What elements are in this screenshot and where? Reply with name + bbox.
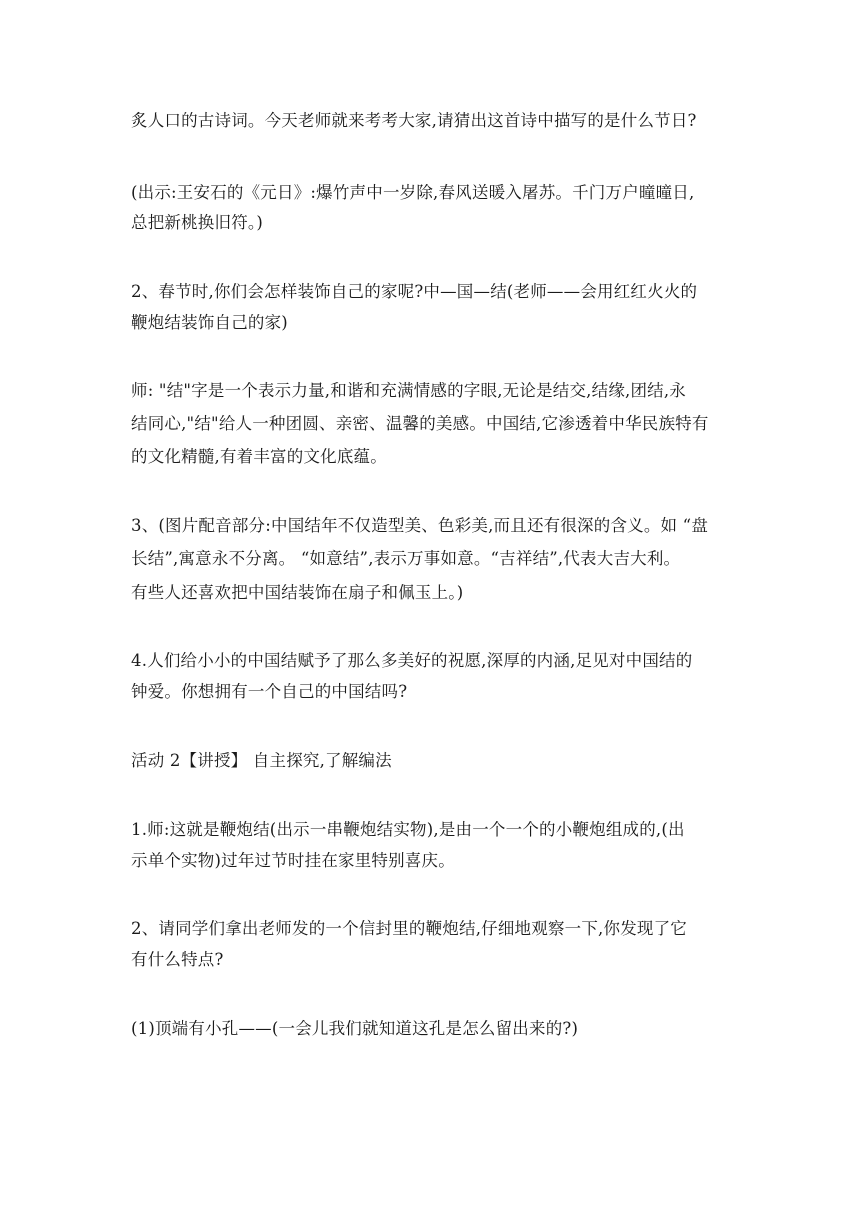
section-heading-activity-2: 活动 2【讲授】 自主探究,了解编法 bbox=[131, 751, 392, 770]
paragraph-8-line-1: 1.师:这就是鞭炮结(出示一串鞭炮结实物),是由一个一个的小鞭炮组成的,(出 bbox=[131, 820, 685, 839]
paragraph-6-line-1: 4.人们给小小的中国结赋予了那么多美好的祝愿,深厚的内涵,足见对中国结的 bbox=[131, 651, 693, 670]
paragraph-9-line-1: 2、请同学们拿出老师发的一个信封里的鞭炮结,仔细地观察一下,你发现了它 bbox=[131, 919, 687, 938]
paragraph-4-line-3: 的文化精髓,有着丰富的文化底蕴。 bbox=[131, 447, 387, 466]
paragraph-3-line-2: 鞭炮结装饰自己的家) bbox=[131, 313, 288, 332]
paragraph-5-line-1: 3、(图片配音部分:中国结年不仅造型美、色彩美,而且还有很深的含义。如 “盘 bbox=[131, 516, 709, 535]
paragraph-6-line-2: 钟爱。你想拥有一个自己的中国结吗? bbox=[131, 682, 408, 701]
paragraph-4-line-2: 结同心,"结"给人一种团圆、亲密、温馨的美感。中国结,它渗透着中华民族特有 bbox=[131, 414, 709, 433]
paragraph-3-line-1: 2、春节时,你们会怎样装饰自己的家呢?中—国—结(老师——会用红红火火的 bbox=[131, 282, 698, 301]
paragraph-2-line-2: 总把新桃换旧符。) bbox=[131, 213, 263, 232]
paragraph-2-line-1: (出示:王安石的《元日》:爆竹声中一岁除,春风送暖入屠苏。千门万户曈曈日, bbox=[131, 183, 695, 202]
paragraph-9-line-2: 有什么特点? bbox=[131, 950, 224, 969]
paragraph-10-line-1: (1)顶端有小孔——(一会儿我们就知道这孔是怎么留出来的?) bbox=[131, 1019, 579, 1038]
paragraph-5-line-2: 长结”,寓意永不分离。 “如意结”,表示万事如意。“吉祥结”,代表大吉大利。 bbox=[131, 549, 681, 568]
paragraph-1-line-1: 炙人口的古诗词。今天老师就来考考大家,请猜出这首诗中描写的是什么节日? bbox=[131, 111, 697, 130]
paragraph-4-line-1: 师: "结"字是一个表示力量,和谐和充满情感的字眼,无论是结交,结缘,团结,永 bbox=[131, 381, 687, 400]
paragraph-5-line-3: 有些人还喜欢把中国结装饰在扇子和佩玉上。) bbox=[131, 583, 464, 602]
paragraph-8-line-2: 示单个实物)过年过节时挂在家里特别喜庆。 bbox=[131, 851, 455, 870]
